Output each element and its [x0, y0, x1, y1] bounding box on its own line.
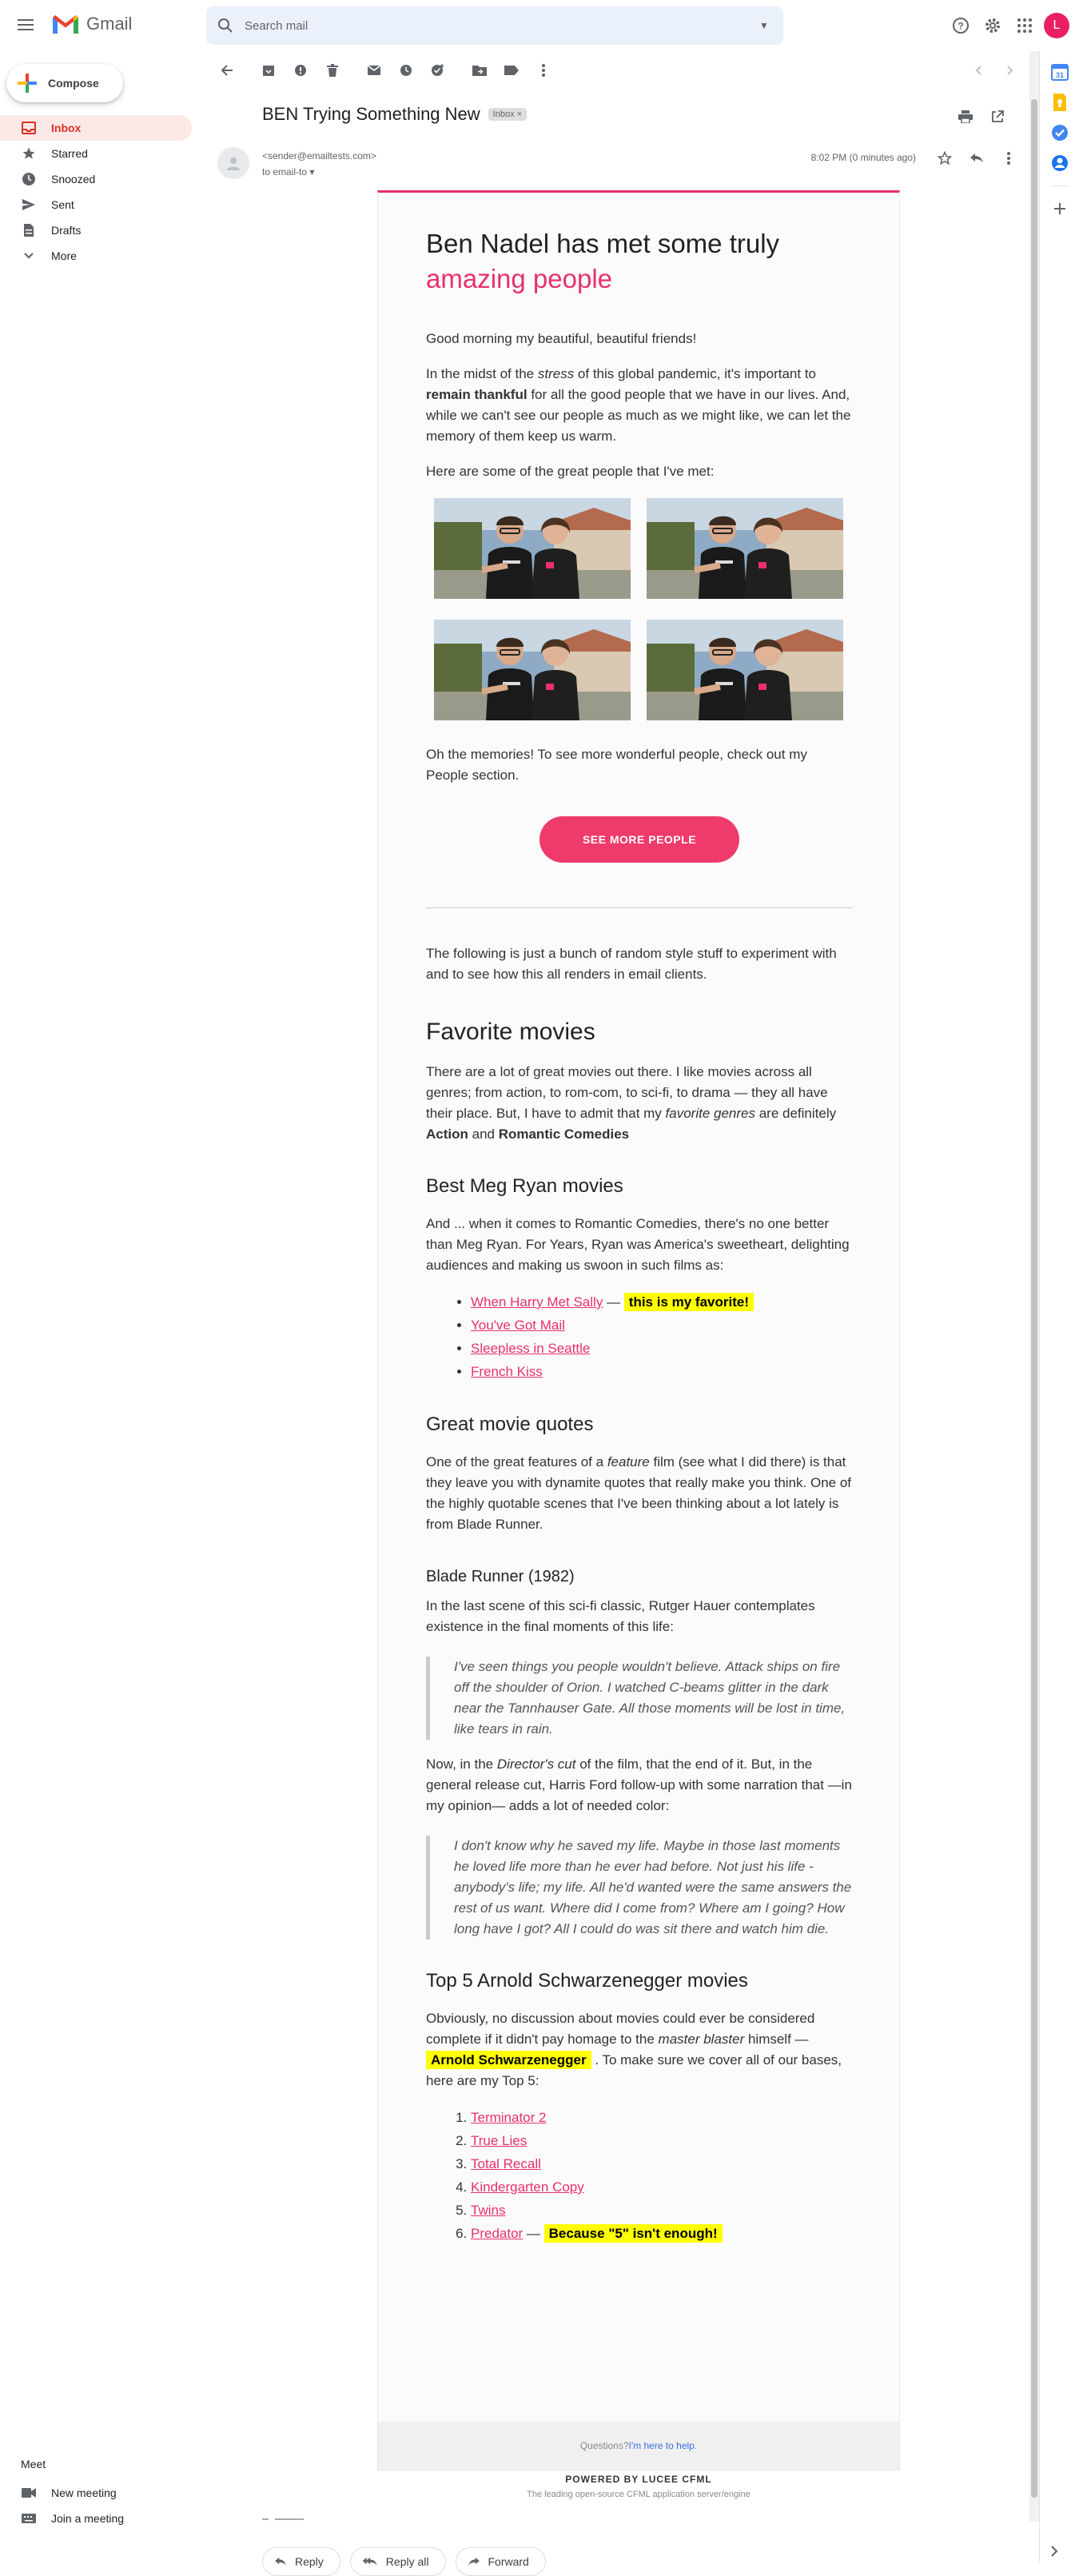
reply-actions: [262, 2547, 555, 2576]
clock-icon: [21, 171, 37, 187]
back-arrow-icon[interactable]: [211, 54, 243, 86]
draft-icon: [21, 222, 37, 238]
sender-email[interactable]: <sender@emailtests.com>: [262, 150, 376, 161]
reply-all-icon: [362, 2557, 378, 2566]
list-dash: —: [523, 2226, 544, 2241]
blade-runner-heading: Blade Runner (1982): [426, 1568, 575, 1585]
sidebar-item-label: Sent: [51, 198, 74, 211]
compose-button[interactable]: [6, 64, 123, 102]
scroll-thumb[interactable]: [1031, 99, 1037, 2498]
arnold-text-c: . To make sure we cover all of our bases, here are my Top 5:: [426, 2052, 842, 2088]
sender-avatar[interactable]: [217, 147, 249, 179]
people-photo[interactable]: [434, 498, 631, 599]
arnold-heading: Top 5 Arnold Schwarzenegger movies: [426, 1970, 748, 1992]
trimmed-content-icon[interactable]: [262, 2517, 310, 2522]
movie-link[interactable]: When Harry Met Sally: [471, 1294, 603, 1310]
archive-icon[interactable]: [253, 54, 285, 86]
inbox-icon: [21, 120, 37, 136]
side-panel: [1039, 51, 1079, 2562]
arnold-text-a: Obviously, no discussion about movies could ever be considered complete if it didn't pay homage to the: [426, 2011, 815, 2047]
plus-icon: [18, 74, 37, 93]
list-item: [471, 2129, 853, 2152]
recipient-text: to email-to: [262, 166, 308, 177]
p1-text-c: for all the good people that we have in our lives. And, while we can't see our people as much as we might like, we can let the memory of them keep us warm.: [426, 387, 851, 444]
list-item: [471, 2152, 853, 2175]
people-photo[interactable]: [647, 498, 843, 599]
sidebar-item-more[interactable]: [0, 243, 192, 269]
sidebar-nav: [0, 115, 192, 269]
settings-gear-icon[interactable]: [977, 10, 1009, 42]
list-item: [471, 1290, 853, 1314]
join-meeting-label: Join a meeting: [51, 2512, 125, 2525]
help-link[interactable]: I'm here to help.: [628, 2440, 698, 2451]
movies-romcom: Romantic Comedies: [498, 1127, 630, 1142]
more-vertical-icon[interactable]: [528, 54, 559, 86]
headline-text: Ben Nadel has met some truly: [426, 229, 780, 258]
sidebar-item-label: Starred: [51, 147, 88, 160]
reply-button[interactable]: [262, 2547, 340, 2576]
people-photo-image: [647, 498, 843, 599]
memories-paragraph: Oh the memories! To see more wonderful people, check out my People section.: [426, 747, 807, 783]
sidebar-item-label: Snoozed: [51, 173, 96, 185]
p1-emphasis: stress: [537, 366, 575, 381]
apps-grid-icon[interactable]: [1009, 10, 1041, 42]
arnold-paragraph: [426, 2008, 853, 2092]
remove-label-icon[interactable]: ×: [516, 110, 523, 119]
movie-link[interactable]: Twins: [471, 2203, 506, 2218]
add-to-tasks-icon[interactable]: [422, 54, 454, 86]
people-photo[interactable]: [647, 620, 843, 720]
movies-emphasis: favorite genres: [665, 1106, 755, 1121]
more-vertical-icon[interactable]: [993, 142, 1025, 174]
greeting: Good morning my beautiful, beautiful friends!: [426, 331, 697, 346]
reply-all-label: Reply all: [385, 2555, 429, 2568]
expand-panel-chevron-icon[interactable]: [1050, 2546, 1058, 2561]
section-divider: [426, 907, 853, 908]
search-bar[interactable]: [206, 6, 783, 45]
sidebar-item-label: Inbox: [51, 122, 82, 134]
forward-label: Forward: [488, 2555, 529, 2568]
p1-text-a: In the midst of the: [426, 366, 538, 381]
email-body: [426, 226, 853, 2245]
help-icon[interactable]: [945, 10, 977, 42]
intro-paragraph: The following is just a bunch of random style stuff to experiment with and to see how this all renders in email clients.: [426, 946, 837, 982]
cut-text-b: of the film, that the end of it. But, in the general release cut, Harris Ford follow-up with some narration that —in my opinion— adds a lot of needed color:: [426, 1757, 852, 1813]
movie-link[interactable]: Kindergarten Copy: [471, 2179, 584, 2195]
recipient-line[interactable]: [262, 166, 314, 177]
footer-question: Questions?: [579, 2440, 629, 2451]
forward-button[interactable]: [456, 2547, 546, 2576]
chevron-down-icon: [21, 248, 37, 264]
older-chevron-right-icon[interactable]: [994, 54, 1026, 86]
pandemic-paragraph: [426, 364, 853, 447]
movies-action: Action: [426, 1127, 468, 1142]
main-menu-icon[interactable]: [16, 16, 35, 35]
meg-paragraph: And ... when it comes to Romantic Comedies, there's no one better than Meg Ryan. For Years, Ryan was America's sweetheart, delighting audiences and making us swoon in such films as:: [426, 1216, 850, 1273]
sidebar-item-sent[interactable]: [0, 192, 192, 217]
star-outline-icon[interactable]: [929, 142, 961, 174]
keyboard-icon: [21, 2510, 37, 2526]
compose-label: Compose: [48, 77, 99, 90]
sidebar-item-label: More: [51, 249, 77, 262]
search-options-icon[interactable]: ▼: [759, 20, 769, 31]
email-subject: BEN Trying Something New: [262, 104, 480, 124]
movie-link[interactable]: You've Got Mail: [471, 1318, 565, 1333]
quotes-text-a: One of the great features of a: [426, 1454, 607, 1469]
label-tag-icon[interactable]: [496, 54, 528, 86]
inbox-label-chip[interactable]: [488, 108, 527, 121]
meet-title: Meet: [21, 2458, 46, 2470]
people-intro: Here are some of the great people that I've met:: [426, 464, 715, 479]
cut-emphasis: Director's cut: [496, 1757, 576, 1772]
keep-notes-icon[interactable]: [1050, 93, 1069, 112]
top-right-icons: [945, 10, 1079, 42]
contacts-icon[interactable]: [1050, 154, 1069, 173]
list-item: [471, 1314, 853, 1337]
sidebar: [0, 51, 205, 2562]
cut-text-a: Now, in the: [426, 1757, 497, 1772]
sidebar-item-drafts[interactable]: [0, 217, 192, 243]
newer-chevron-left-icon[interactable]: [962, 54, 994, 86]
email-content-card: [377, 190, 900, 2470]
list-item: [471, 1337, 853, 1360]
movie-link[interactable]: French Kiss: [471, 1364, 543, 1379]
label-chip-text: Inbox: [492, 110, 515, 119]
gmail-m-icon: [51, 13, 80, 35]
snooze-clock-icon[interactable]: [390, 54, 422, 86]
person-icon: [225, 155, 241, 171]
list-item: [471, 2199, 853, 2222]
new-meeting-link[interactable]: [0, 2480, 205, 2506]
arnold-list: [426, 2106, 853, 2245]
quotes-text-b: film (see what I did there) is that they leave you with dynamite quotes that really make you think. One of the highly quotable scenes that I've been thinking about a lot lately is from Blade Runner.: [426, 1454, 852, 1532]
blade-paragraph: In the last scene of this sci-fi classic, Rutger Hauer contemplates existence in the final moments of this life:: [426, 1598, 815, 1634]
forward-icon: [468, 2557, 480, 2566]
tasks-icon[interactable]: [1050, 123, 1069, 142]
movie-quotes-heading: Great movie quotes: [426, 1414, 594, 1435]
powered-subtitle: The leading open-source CFML application server/engine: [527, 2490, 751, 2499]
movies-text-a: There are a lot of great movies out there. I like movies across all genres; from action, to rom-com, to sci-fi, to drama — they all have their place. But, I have to admit that my: [426, 1064, 828, 1121]
print-icon[interactable]: [950, 101, 981, 133]
sidebar-item-inbox[interactable]: [0, 115, 192, 141]
list-dash: —: [603, 1294, 624, 1310]
search-input[interactable]: Search mail: [245, 18, 309, 33]
directors-cut-paragraph: [426, 1754, 853, 1816]
people-photo[interactable]: [434, 620, 631, 720]
reply-label: Reply: [295, 2555, 324, 2568]
p1-text-b: of this global pandemic, it's important to: [574, 366, 816, 381]
quotes-emphasis: feature: [607, 1454, 650, 1469]
pagination-controls: [962, 54, 1026, 86]
mark-unread-icon[interactable]: [358, 54, 390, 86]
message-toolbar: [211, 51, 1026, 90]
photo-grid: [426, 498, 853, 720]
movies-text-b: are definitely: [755, 1106, 837, 1121]
subject-actions: [950, 101, 1013, 133]
message-scrollbar[interactable]: [1029, 51, 1039, 2522]
favorite-highlight: this is my favorite!: [624, 1293, 754, 1311]
app-name: Gmail: [86, 14, 133, 34]
tears-in-rain-quote: I've seen things you people wouldn't believe. Attack ships on fire off the shoulder of Orion. I watched C-beams glitter in the dark near the Tannhauser Gate. All those moments will be lost in time, like tears in rain.: [426, 1657, 853, 1740]
movie-link[interactable]: Total Recall: [471, 2156, 541, 2171]
email-footer: [378, 2422, 899, 2470]
reply-arrow-icon[interactable]: [961, 142, 993, 174]
list-item: [471, 1360, 853, 1383]
star-icon: [21, 146, 37, 161]
reply-all-button[interactable]: [350, 2547, 446, 2576]
join-meeting-link[interactable]: [0, 2506, 205, 2531]
sidebar-item-starred[interactable]: [0, 141, 192, 166]
see-more-people-button[interactable]: SEE MORE PEOPLE: [540, 816, 739, 863]
move-to-folder-icon[interactable]: [464, 54, 496, 86]
cta-wrapper: [426, 816, 853, 863]
sidebar-item-snoozed[interactable]: [0, 166, 192, 192]
powered-title: POWERED BY LUCEE CFML: [565, 2474, 712, 2485]
people-photo-image: [434, 498, 631, 599]
top-bar: [0, 0, 1079, 51]
video-camera-icon: [21, 2485, 37, 2501]
message-actions: [929, 142, 1025, 174]
recipient-details-icon[interactable]: ▾: [309, 166, 315, 177]
sidebar-item-label: Drafts: [51, 224, 82, 237]
svg-text:?: ?: [958, 20, 964, 32]
new-meeting-label: New meeting: [51, 2486, 117, 2499]
movie-link[interactable]: True Lies: [471, 2133, 528, 2148]
arnold-emphasis: master blaster: [658, 2032, 745, 2047]
account-avatar[interactable]: L: [1044, 13, 1069, 38]
side-panel-divider: [1052, 185, 1068, 186]
gmail-logo[interactable]: [51, 13, 132, 35]
reply-icon: [274, 2557, 287, 2566]
email-headline: [426, 226, 853, 297]
quotes-paragraph: [426, 1452, 853, 1535]
svg-text:31: 31: [1055, 71, 1064, 79]
report-spam-icon[interactable]: [285, 54, 317, 86]
meg-ryan-list: [426, 1290, 853, 1383]
search-icon[interactable]: [206, 6, 245, 45]
open-new-window-icon[interactable]: [981, 101, 1013, 133]
people-photo-image: [434, 620, 631, 720]
movies-paragraph: [426, 1062, 853, 1145]
list-item: [471, 2222, 853, 2245]
movies-text-c: and: [468, 1127, 499, 1142]
people-photo-image: [647, 620, 843, 720]
list-item: [471, 2106, 853, 2129]
calendar-icon[interactable]: [1050, 62, 1069, 82]
arnold-text-b: himself —: [744, 2032, 809, 2047]
predator-highlight: Because "5" isn't enough!: [544, 2224, 723, 2243]
list-item: [471, 2175, 853, 2199]
movie-link[interactable]: Predator: [471, 2226, 524, 2241]
favorite-movies-heading: Favorite movies: [426, 1019, 595, 1045]
movie-link[interactable]: Sleepless in Seattle: [471, 1341, 591, 1356]
powered-by: [377, 2474, 900, 2499]
narration-quote: I don't know why he saved my life. Maybe in those last moments he loved life more than he ever had before. Not just his life - anybody's life; my life. All he'd wanted were the same answers the rest of us want. Where did I come from? Where am I going? How long have I got? All I could do was sit there and watch him die.: [426, 1836, 853, 1940]
headline-accent: amazing people: [426, 264, 612, 293]
send-icon: [21, 197, 37, 213]
movie-link[interactable]: Terminator 2: [471, 2110, 547, 2125]
arnold-highlight: Arnold Schwarzenegger: [426, 2051, 591, 2069]
delete-trash-icon[interactable]: [317, 54, 348, 86]
meet-section: [0, 2458, 205, 2531]
meg-ryan-heading: Best Meg Ryan movies: [426, 1175, 623, 1197]
add-addon-plus-icon[interactable]: [1050, 199, 1069, 218]
p1-strong: remain thankful: [426, 387, 528, 402]
subject-row: [262, 104, 1013, 125]
message-timestamp: 8:02 PM (0 minutes ago): [810, 152, 916, 163]
sender-row: [217, 147, 1025, 185]
